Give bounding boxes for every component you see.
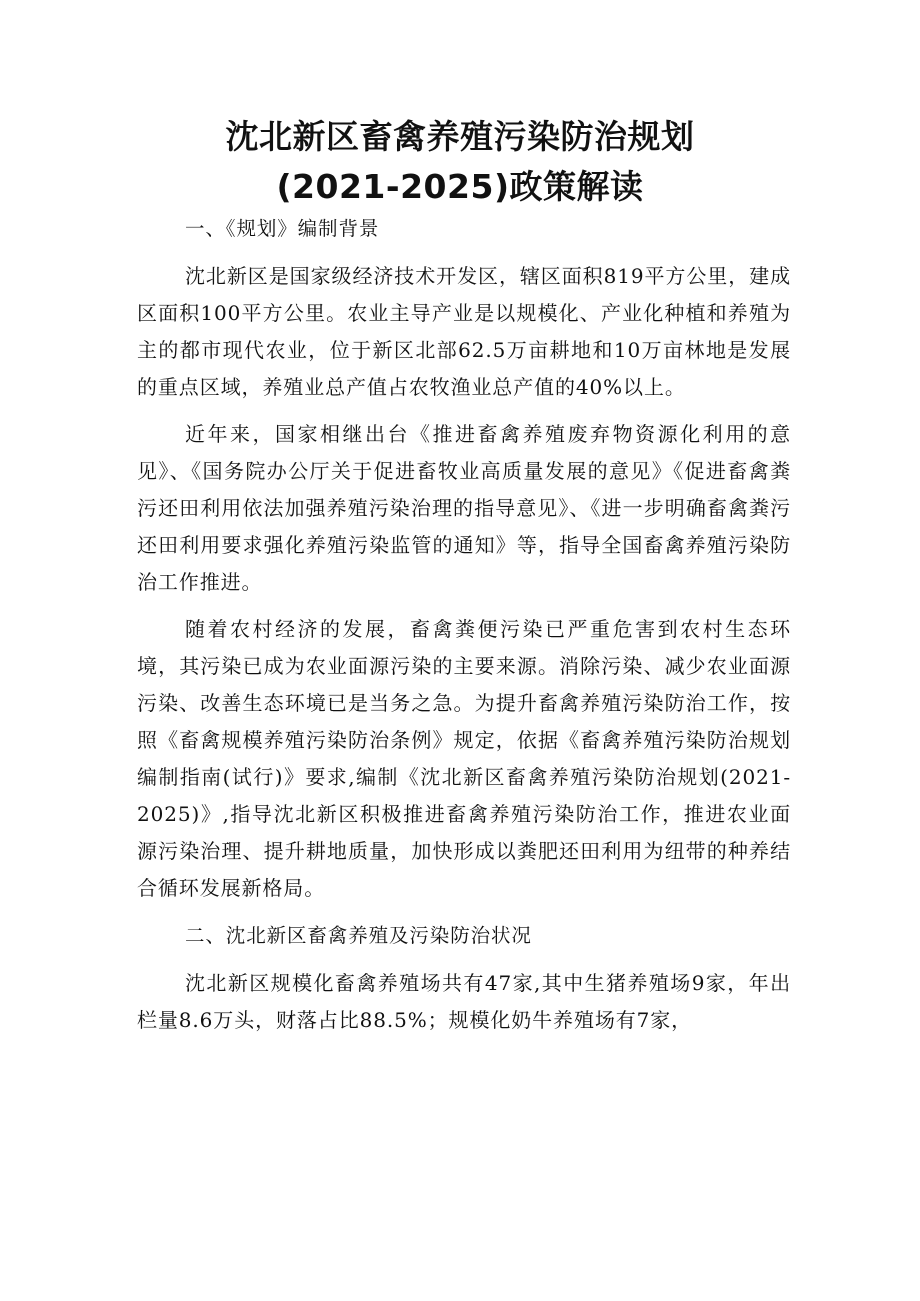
paragraph-district-overview: 沈北新区是国家级经济技术开发区，辖区面积819平方公里，建成区面积100平方公里。农业主导产业是以规模化、产业化种植和养殖为主的都市现代农业，位于新区北部62.5万亩耕地和10万亩林地是发展的重点区域，养殖业总产值占农牧渔业总产值的40%以上。 (137, 264, 791, 399)
document-title (0, 112, 920, 212)
document-body (137, 210, 791, 1039)
paragraph-national-policies: 近年来，国家相继出台《推进畜禽养殖废弃物资源化利用的意见》、《国务院办公厅关于促进畜牧业高质量发展的意见》《促进畜禽粪污还田利用依法加强养殖污染治理的指导意见》、《进一步明确畜禽粪污还田利用要求强化养殖污染监管的通知》等，指导全国畜禽养殖污染防治工作推进。 (137, 422, 791, 594)
section-heading-background: 一、《规划》编制背景 (185, 217, 380, 240)
title-line-2: (2021-2025)政策解读 (276, 167, 644, 206)
paragraph-farm-statistics: 沈北新区规模化畜禽养殖场共有47家,其中生猪养殖场9家，年出栏量8.6万头，财落占比88.5%；规模化奶牛养殖场有7家， (137, 971, 791, 1032)
section-heading-status: 二、沈北新区畜禽养殖及污染防治状况 (185, 924, 532, 947)
paragraph-pollution-and-plan: 随着农村经济的发展，畜禽粪便污染已严重危害到农村生态环境，其污染已成为农业面源污染的主要来源。消除污染、减少农业面源污染、改善生态环境已是当务之急。为提升畜禽养殖污染防治工作，按照《畜禽规模养殖污染防治条例》规定，依据《畜禽养殖污染防治规划编制指南(试行)》要求,编制《沈北新区畜禽养殖污染防治规划(2021-2025)》,指导沈北新区积极推进畜禽养殖污染防治工作，推进农业面源污染治理、提升耕地质量，加快形成以粪肥还田利用为纽带的种养结合循环发展新格局。 (137, 617, 791, 900)
title-line-1: 沈北新区畜禽养殖污染防治规划 (225, 117, 695, 156)
